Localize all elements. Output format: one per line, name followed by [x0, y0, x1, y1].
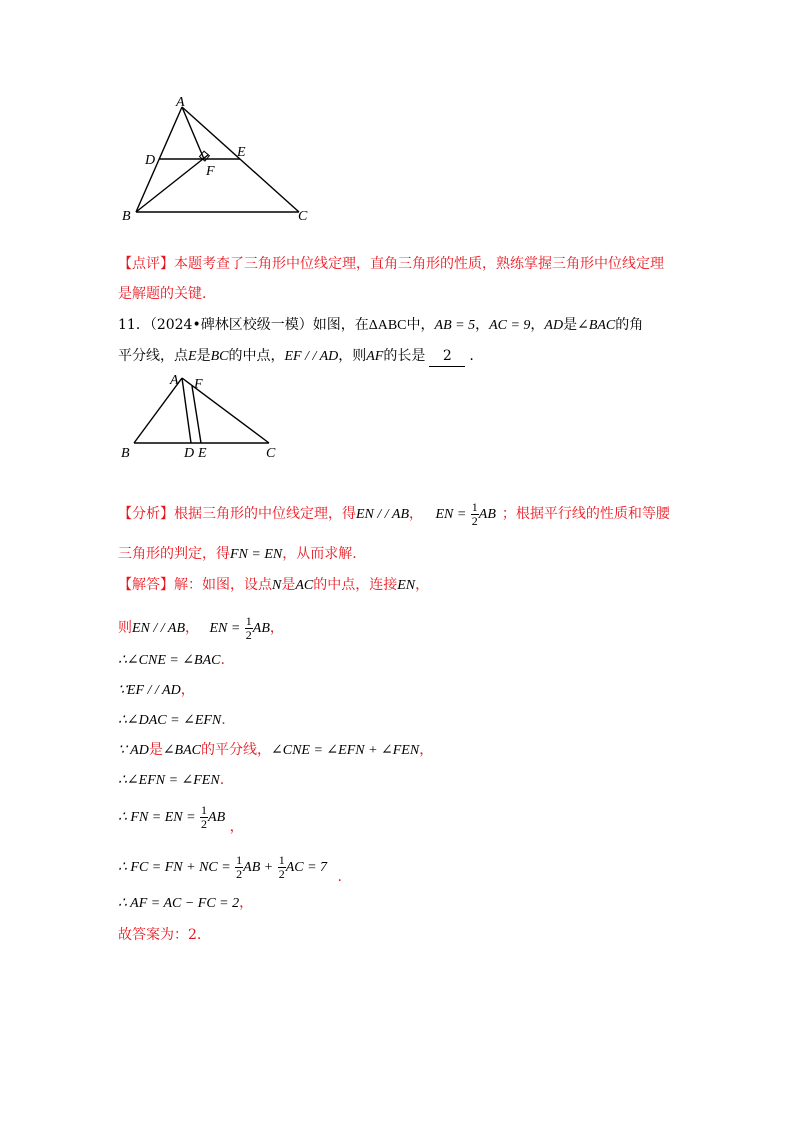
comment-line-2: 是解题的关键. — [118, 286, 207, 302]
label-a: A — [176, 95, 185, 110]
solution-step-4: ∴∠DAC = ∠EFN. — [118, 712, 226, 728]
label-a: A — [170, 373, 179, 388]
label-d: D — [145, 153, 156, 168]
label-b: B — [122, 209, 131, 224]
label-c: C — [266, 446, 276, 461]
final-answer: 故答案为：2. — [118, 927, 202, 943]
segment-af — [182, 107, 204, 159]
analysis-line-2: 三角形的判定，得FN = EN，从而求解. — [118, 546, 357, 562]
solution-step-6: ∴∠EFN = ∠FEN. — [118, 772, 225, 788]
label-b: B — [121, 446, 130, 461]
figure-triangle-bisector — [112, 366, 287, 461]
solution-step-7: ∴ FN = EN = $\frac{1}{2}$ AB ， — [118, 802, 244, 835]
fraction-half: $\frac{1}{2}$ — [471, 499, 478, 528]
label-d: D — [184, 446, 195, 461]
label-e: E — [198, 446, 207, 461]
label-e: E — [237, 145, 246, 160]
label-c: C — [298, 209, 308, 224]
solution-tag: 【解答】 — [118, 577, 174, 593]
label-f: F — [194, 377, 203, 392]
solution-step-2: ∴∠CNE = ∠BAC. — [118, 652, 225, 668]
label-f: F — [206, 164, 215, 179]
figure-triangle-midline — [110, 92, 330, 227]
problem-line-1: 11．（2024•碑林区校级一模）如图，在ΔABC中，AB = 5，AC = 9，AD是∠BAC的角 — [118, 317, 644, 333]
answer-blank: 2 — [429, 346, 465, 367]
segment-fe — [192, 386, 201, 443]
solution-step-8: ∴ FC = FN + NC = $\frac{1}{2}$ AB + $\frac{1}{2}$ AC = 7 . — [118, 852, 342, 885]
solution-step-1: 则EN / / AB， EN = $\frac{1}{2}$ AB， — [118, 613, 284, 642]
segment-ad — [182, 378, 191, 443]
analysis-line-1: 【分析】根据三角形的中位线定理，得EN / / AB， EN = $\frac{1}{2}$ AB ；根据平行线的性质和等腰 — [118, 499, 670, 528]
solution-step-3: ∵EF / / AD， — [118, 682, 195, 698]
solution-step-9: ∴ AF = AC − FC = 2， — [118, 895, 254, 911]
solution-line-1: 【解答】解：如图，设点N是AC的中点，连接EN， — [118, 577, 430, 593]
comment-line-1: 【点评】本题考查了三角形中位线定理，直角三角形的性质，熟练掌握三角形中位线定理 — [118, 256, 664, 272]
comment-tag: 【点评】 — [118, 256, 174, 272]
analysis-tag: 【分析】 — [118, 506, 174, 522]
solution-step-5: ∵ AD是∠BAC的平分线，∠CNE = ∠EFN + ∠FEN， — [118, 742, 434, 758]
problem-line-2: 平分线，点E是BC的中点，EF / / AD，则AF的长是 2 . — [118, 346, 474, 367]
